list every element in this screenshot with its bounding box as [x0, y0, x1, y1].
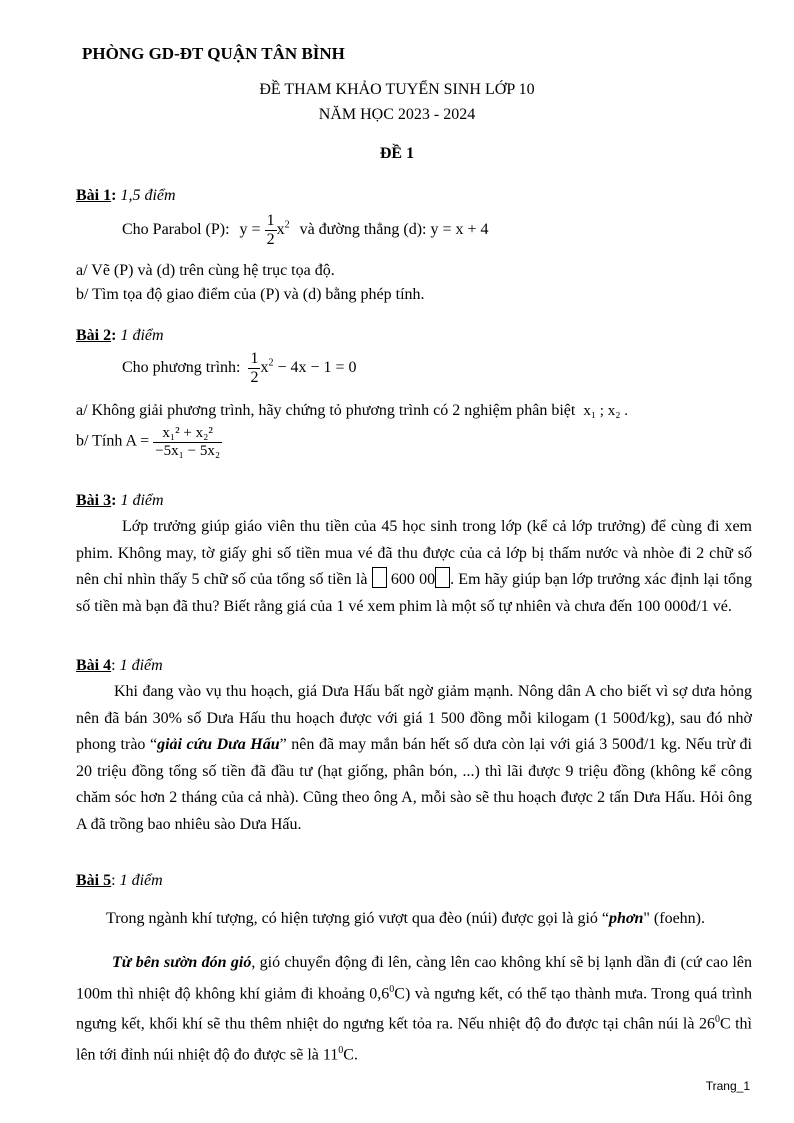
bai4-text: Khi đang vào vụ thu hoạch, giá Dưa Hấu bất ngờ giảm mạnh. Nông dân A cho biết vì sợ dưa hỏng nên đã bán 30% số Dưa Hấu thu hoạch được với giá 1 500 đồng mỗi kilogam (1 500đ/kg), sau đó nhờ phong trào “giải cứu Dưa Hấu” nên đã may mắn bán hết số dưa còn lại với giá 3 500đ/1 kg. Nếu trừ đi 20 triệu đồng tổng số tiền đã đầu tư (hạt giống, phân bón, ...) thì lãi được 9 triệu đồng (không kể công chăm sóc hơn 2 tháng của cả nhà). Cũng theo ông A, mỗi sào sẽ thu hoạch được 2 tấn Dưa Hấu. Hỏi ông A đã trồng bao nhiêu sào Dưa Hấu. [76, 683, 752, 833]
bai2-points: 1 điểm [120, 327, 164, 344]
bai1-intro: Cho Parabol (P): [122, 220, 230, 238]
bai2-b-prefix: b/ Tính A = [76, 432, 150, 450]
bai2-heading: Bài 2: 1 điểm [76, 327, 164, 344]
bai2-part-a: a/ Không giải phương trình, hãy chứng tỏ phương trình có 2 nghiệm phân biệt x₁ ; x₂ . [76, 402, 628, 419]
bai2-equation-line: Cho phương trình: $\frac{1}{2}$ $x^2 - 4x - 1 = 0$ [122, 350, 357, 386]
bai1-line-d: và đường thẳng (d): y = x + 4 [299, 220, 489, 238]
bai4-label: Bài 4 [76, 657, 112, 674]
bai4-heading: Bài 4: 1 điểm [76, 657, 163, 674]
bai3-digits: 600 00 [390, 571, 436, 588]
bai1-parabola-lhs: y = [239, 220, 261, 238]
bai4-highlight: giải cứu Dưa Hấu [157, 736, 280, 753]
bai3-points: 1 điểm [120, 492, 164, 509]
bai5-bold-phrase: Từ bên sườn đón gió [112, 954, 252, 971]
bai2-fraction: $\frac{1}{2}$ [250, 350, 259, 386]
bai1-label: Bài 1 [76, 187, 112, 204]
bai1-fraction: $\frac{1}{2}$ [266, 212, 275, 248]
bai1-part-b: b/ Tìm tọa độ giao điểm của (P) và (d) bằng phép tính. [76, 286, 425, 303]
bai3-heading: Bài 3: 1 điểm [76, 492, 164, 509]
bai2-roots: x₁ ; x₂ . [583, 403, 628, 419]
bai5-points: 1 điểm [119, 872, 163, 889]
bai5-paragraph-1: Trong ngành khí tượng, có hiện tượng gió vượt qua đèo (núi) được gọi là gió “phơn" (foehn). [106, 910, 706, 927]
bai1-points: 1,5 điểm [120, 187, 176, 204]
bai2-label: Bài 2 [76, 327, 112, 344]
exam-year: NĂM HỌC 2023 - 2024 [318, 106, 476, 123]
bai5-label: Bài 5 [76, 872, 112, 889]
blank-digit-box [372, 567, 387, 588]
bai3-label: Bài 3 [76, 492, 112, 509]
bai5-heading: Bài 5: 1 điểm [76, 872, 163, 889]
bai1-equation-line: Cho Parabol (P): y = $\frac{1}{2}$ $x^2$ và đường thẳng (d): y = x + 4 [122, 212, 489, 248]
exam-code: ĐỀ 1 [379, 145, 415, 162]
bai1-part-a: a/ Vẽ (P) và (d) trên cùng hệ trục tọa độ. [76, 262, 335, 279]
bai5-paragraph-2: Từ bên sườn đón gió, gió chuyển động đi lên, càng lên cao không khí sẽ bị lạnh dần đi (cứ cao lên 100m thì nhiệt độ không khí giảm đi khoảng $0,6^0C$) và ngưng kết, có thể tạo thành mưa. Trong quá trình ngưng kết, khối khí sẽ thu thêm nhiệt do ngưng kết tỏa ra. Nếu nhiệt độ đo được tại chân núi là $26^0C$ thì lên tới đỉnh núi nhiệt độ đo được sẽ là $11^0C$. [76, 954, 753, 1064]
exam-title: ĐỀ THAM KHẢO TUYỂN SINH LỚP 10 [259, 81, 535, 98]
school-name: PHÒNG GD-ĐT QUẬN TÂN BÌNH [82, 44, 345, 63]
blank-digit-box [435, 567, 450, 588]
bai1-heading: Bài 1: 1,5 điểm [76, 187, 176, 204]
page-number: Trang_1 [705, 1079, 750, 1093]
bai2-intro: Cho phương trình: [122, 358, 241, 376]
bai3-text: Lớp trưởng giúp giáo viên thu tiền của 45 học sinh trong lớp (kể cả lớp trưởng) để cùng đi xem phim. Không may, tờ giấy ghi số tiền mua vé đã thu được của cả lớp bị thấm nước và nhòe đi 2 chữ số nên chỉ nhìn thấy 5 chữ số của tổng số tiền là 600 00 . Em hãy giúp bạn lớp trưởng xác định lại tổng số tiền mà bạn đã thu? Biết rằng giá của 1 vé xem phim là một số tự nhiên và chưa đến 100 000đ/1 vé. [76, 518, 753, 615]
bai2-b-fraction: $\frac{\text{x₁² + x₂²}}{\text{−5x₁ − 5x₂}}$ [155, 425, 221, 459]
bai4-points: 1 điểm [119, 657, 163, 674]
bai2-part-b [76, 425, 222, 459]
bai5-term: phơn [609, 910, 644, 927]
bai2-eq-tail: − 4x − 1 = 0 [273, 358, 357, 376]
